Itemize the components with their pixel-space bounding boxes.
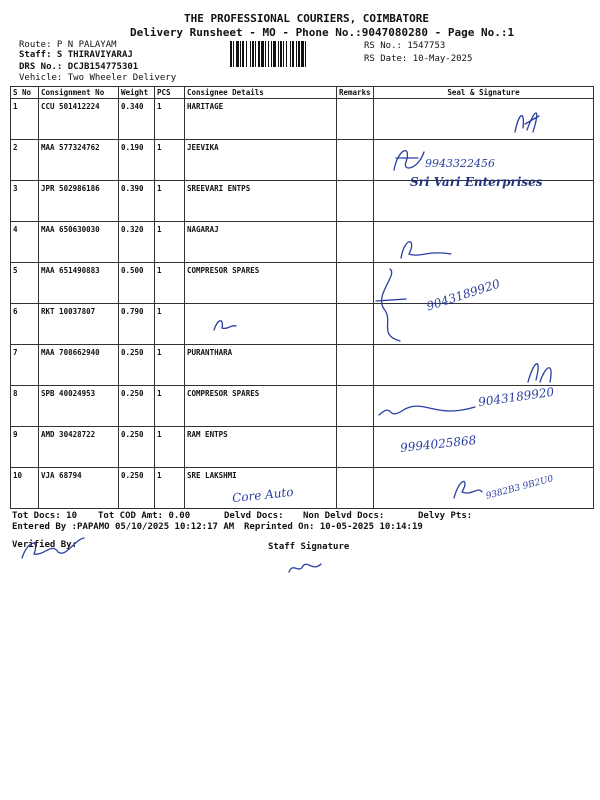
signature-row8 [375, 395, 485, 425]
row-sno: 7 [11, 345, 39, 386]
col-consignee: Consignee Details [185, 87, 337, 99]
signature-row2 [388, 140, 428, 176]
row-consignment-no: SPB 40024953 [39, 386, 119, 427]
runsheet-subtitle: Delivery Runsheet - MO - Phone No.:9047080280 - Page No.:1 [130, 26, 515, 39]
staff-signature-label: Staff Signature [268, 542, 350, 552]
row-remarks [337, 304, 374, 345]
barcode-image [230, 41, 356, 67]
row-consignee: HARITAGE [185, 99, 337, 140]
row-sno: 6 [11, 304, 39, 345]
non-delvd-docs: Non Delvd Docs: [303, 511, 385, 521]
rs-date: RS Date: 10-May-2025 [364, 54, 473, 64]
row-consignment-no: AMD 30428722 [39, 427, 119, 468]
row-remarks [337, 140, 374, 181]
mark-row6 [210, 314, 240, 334]
row-sno: 4 [11, 222, 39, 263]
table-header-row [11, 87, 594, 99]
row-consignment-no: MAA 650630030 [39, 222, 119, 263]
col-seal-signature: Seal & Signature [374, 87, 594, 99]
phone-row6: 9043189920 [424, 276, 502, 314]
row-weight: 0.190 [119, 140, 155, 181]
row-pcs: 1 [155, 304, 185, 345]
row-weight: 0.250 [119, 386, 155, 427]
row-pcs: 1 [155, 222, 185, 263]
row-consignment-no: CCU 501412224 [39, 99, 119, 140]
signature-row4 [395, 232, 455, 264]
signature-row1 [505, 102, 545, 138]
row-weight: 0.340 [119, 99, 155, 140]
row-remarks [337, 427, 374, 468]
rs-number: RS No.: 1547753 [364, 41, 446, 51]
row-remarks [337, 386, 374, 427]
row-remarks [337, 99, 374, 140]
delvd-docs: Delvd Docs: [224, 511, 284, 521]
row-pcs: 1 [155, 263, 185, 304]
tot-docs: Tot Docs: 10 [12, 511, 78, 521]
row-consignee: COMPRESOR SPARES [185, 386, 337, 427]
row-weight: 0.390 [119, 181, 155, 222]
row-weight: 0.250 [119, 427, 155, 468]
staff-signature-mark [285, 556, 325, 578]
delvy-pts: Delvy Pts: [418, 511, 473, 521]
row-sno: 1 [11, 99, 39, 140]
row-weight: 0.790 [119, 304, 155, 345]
row-consignment-no: MAA 577324762 [39, 140, 119, 181]
row-weight: 0.250 [119, 468, 155, 509]
row-consignee: NAGARAJ [185, 222, 337, 263]
verified-by: Verified By: [12, 540, 78, 550]
col-weight: Weight [119, 87, 155, 99]
col-pcs: PCS [155, 87, 185, 99]
row-remarks [337, 468, 374, 509]
signature-row10 [450, 472, 485, 502]
row-weight: 0.250 [119, 345, 155, 386]
row-weight: 0.500 [119, 263, 155, 304]
row-consignee: JEEVIKA [185, 140, 337, 181]
phone-row2: 9943322456 [425, 157, 495, 170]
row-pcs: 1 [155, 468, 185, 509]
row-sno: 3 [11, 181, 39, 222]
note-row10: Core Auto [231, 484, 295, 506]
row-pcs: 1 [155, 99, 185, 140]
verified-signature [18, 534, 88, 564]
table-row [11, 304, 594, 345]
row-pcs: 1 [155, 427, 185, 468]
staff-text: Staff: S THIRAVIYARAJ [19, 50, 133, 60]
route-text: Route: P N PALAYAM [19, 40, 117, 50]
row-consignment-no: JPR 502986186 [39, 181, 119, 222]
row-sno: 9 [11, 427, 39, 468]
signature-row5 [370, 265, 410, 345]
col-remarks: Remarks [337, 87, 374, 99]
row-weight: 0.320 [119, 222, 155, 263]
col-consignment: Consignment No [39, 87, 119, 99]
row-seal-signature [374, 99, 594, 140]
row-sno: 8 [11, 386, 39, 427]
row-remarks [337, 263, 374, 304]
company-title: THE PROFESSIONAL COURIERS, COIMBATORE [184, 12, 430, 25]
row-sno: 2 [11, 140, 39, 181]
table-row [11, 427, 594, 468]
stamp-row3: Sri Vari Enterprises [410, 175, 543, 189]
row-consignment-no: MAA 708662940 [39, 345, 119, 386]
row-consignee: RAM ENTPS [185, 427, 337, 468]
row-remarks [337, 181, 374, 222]
row-consignee [185, 304, 337, 345]
row-pcs: 1 [155, 386, 185, 427]
row-sno: 10 [11, 468, 39, 509]
row-consignment-no: RKT 10037807 [39, 304, 119, 345]
row-remarks [337, 345, 374, 386]
num-row10: 9382B3 9B2U0 [484, 474, 555, 502]
reprinted-on: Reprinted On: 10-05-2025 10:14:19 [244, 522, 423, 532]
row-remarks [337, 222, 374, 263]
phone-row9: 9994025868 [399, 433, 477, 455]
row-sno: 5 [11, 263, 39, 304]
table-row [11, 345, 594, 386]
row-consignee: COMPRESOR SPARES [185, 263, 337, 304]
row-consignment-no: MAA 651490883 [39, 263, 119, 304]
row-consignee: SREEVARI ENTPS [185, 181, 337, 222]
table-row [11, 263, 594, 304]
row-pcs: 1 [155, 140, 185, 181]
vehicle-text: Vehicle: Two Wheeler Delivery [19, 73, 177, 83]
col-sno: S No [11, 87, 39, 99]
row-consignee: SRE LAKSHMI [185, 468, 337, 509]
row-pcs: 1 [155, 345, 185, 386]
row-consignment-no: VJA 68794 [39, 468, 119, 509]
drs-number: DRS No.: DCJB154775301 [19, 62, 139, 72]
entered-by: Entered By :PAPAMO 05/10/2025 10:12:17 AM [12, 522, 235, 532]
row-pcs: 1 [155, 181, 185, 222]
signature-row7 [520, 352, 560, 386]
phone-row8: 9043189920 [477, 384, 555, 410]
row-seal-signature [374, 345, 594, 386]
row-consignee: PURANTHARA [185, 345, 337, 386]
tot-cod-amount: Tot COD Amt: 0.00 [98, 511, 191, 521]
table-row [11, 222, 594, 263]
runsheet-table [10, 86, 594, 509]
